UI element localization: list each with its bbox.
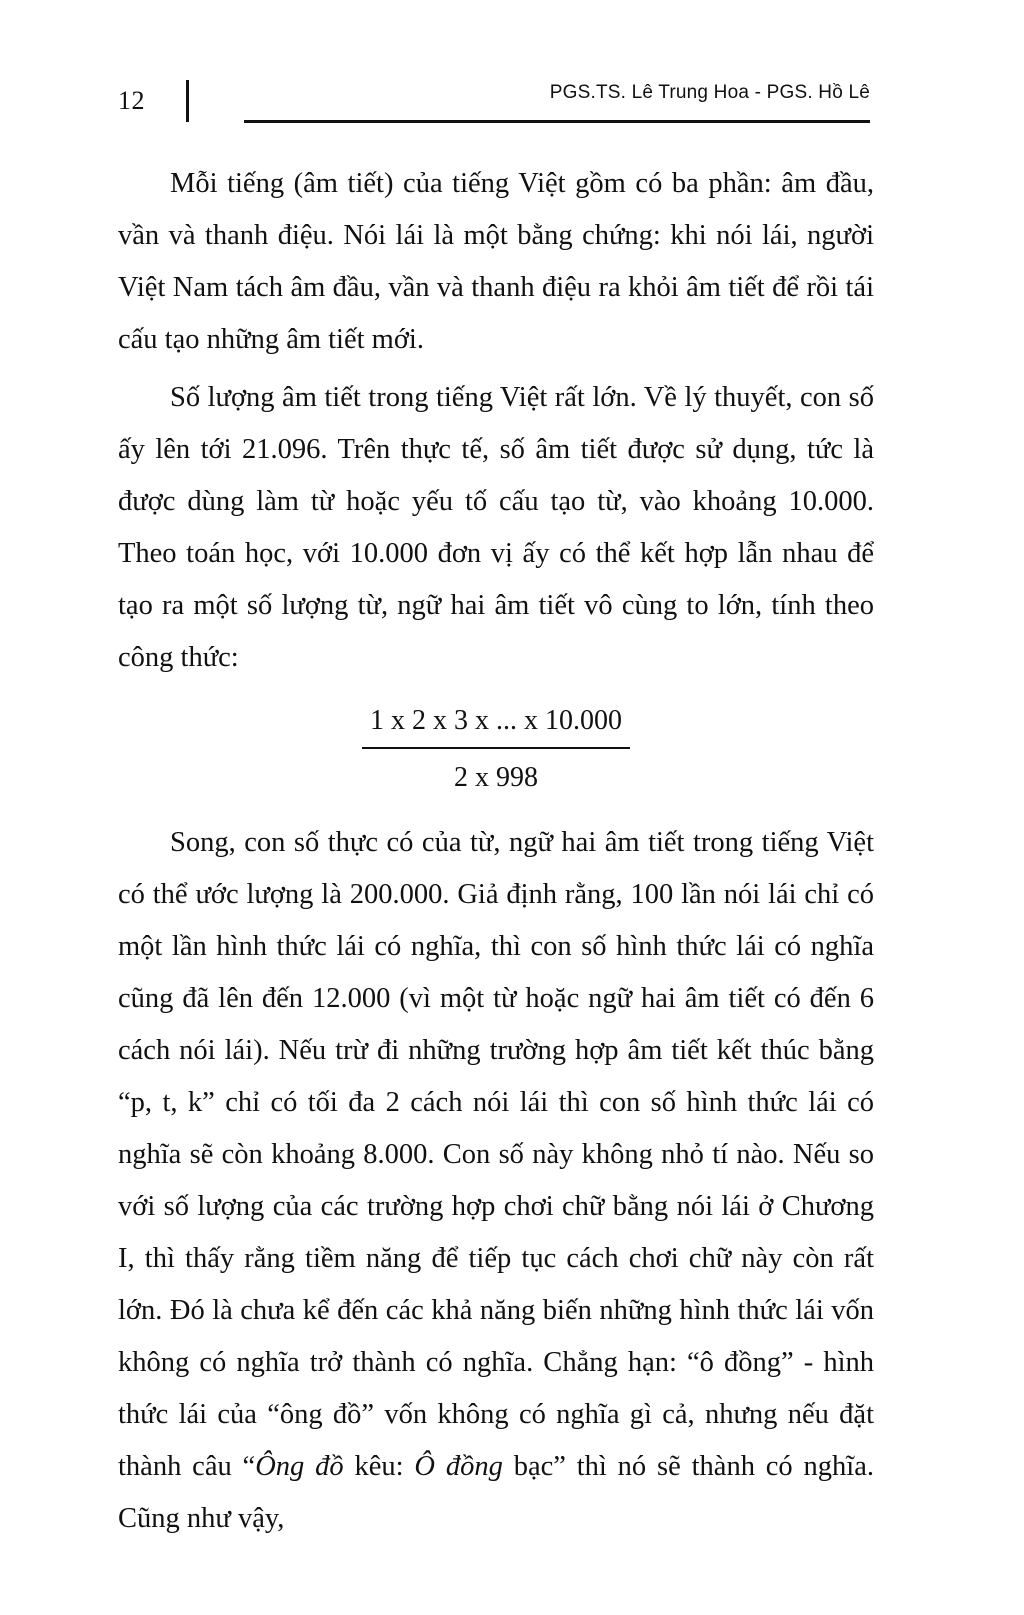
- paragraph-3-part-1: Song, con số thực có của từ, ngữ hai âm tiết trong tiếng Việt có thể ước lượng là 200.000. Giả định rằng, 100 lần nói lái chỉ có một lần hình thức lái có nghĩa, thì con số hình thức lái có nghĩa cũng đã lên đến 12.000 (vì một từ hoặc ngữ hai âm tiết có đến 6 cách nói lái). Nếu trừ đi những trường hợp âm tiết kết thúc bằng “p, t, k” chỉ có tối đa 2 cách nói lái thì con số hình thức lái có nghĩa sẽ còn khoảng 8.000. Con số này không nhỏ tí nào. Nếu so với số lượng của các trường hợp chơi chữ bằng nói lái ở Chương I, thì thấy rằng tiềm năng để tiếp tục cách chơi chữ này còn rất lớn. Đó là chưa kể đến các khả năng biến những hình thức lái vốn không có nghĩa trở thành có nghĩa. Chẳng hạn: “ô đồng” - hình thức lái của “ông đồ” vốn không có nghĩa gì cả, nhưng nếu đặt thành câu “: [118, 827, 874, 1482]
- page-body: [118, 158, 874, 1545]
- paragraph-3: [118, 817, 874, 1545]
- fraction: [362, 698, 630, 801]
- running-head-authors: PGS.TS. Lê Trung Hoa - PGS. Hồ Lê: [549, 82, 870, 103]
- fraction-denominator: 2 x 998: [454, 762, 538, 793]
- paragraph-3-italic-2: Ô đồng: [414, 1451, 503, 1482]
- folio-divider: [186, 80, 189, 122]
- header-horizontal-rule: [244, 120, 870, 123]
- page-number: 12: [118, 86, 145, 115]
- paragraph-1: Mỗi tiếng (âm tiết) của tiếng Việt gồm có ba phần: âm đầu, vần và thanh điệu. Nói lái là một bằng chứng: khi nói lái, người Việt Nam tách âm đầu, vần và thanh điệu ra khỏi âm tiết để rồi tái cấu tạo những âm tiết mới.: [118, 168, 874, 355]
- fraction-numerator: 1 x 2 x 3 x ... x 10.000: [362, 698, 630, 749]
- paragraph-3-part-2: kêu:: [343, 1451, 415, 1482]
- paragraph-3-part-3: bạc” thì nó sẽ thành có nghĩa. Cũng như vậy,: [118, 1451, 874, 1534]
- paragraph-3-italic-1: Ông đồ: [255, 1451, 344, 1482]
- formula-block: [118, 698, 874, 801]
- page-header: [118, 78, 870, 130]
- paragraph-2: Số lượng âm tiết trong tiếng Việt rất lớn. Về lý thuyết, con số ấy lên tới 21.096. Trên thực tế, số âm tiết được sử dụng, tức là được dùng làm từ hoặc yếu tố cấu tạo từ, vào khoảng 10.000. Theo toán học, với 10.000 đơn vị ấy có thể kết hợp lẫn nhau để tạo ra một số lượng từ, ngữ hai âm tiết vô cùng to lớn, tính theo công thức:: [118, 382, 874, 673]
